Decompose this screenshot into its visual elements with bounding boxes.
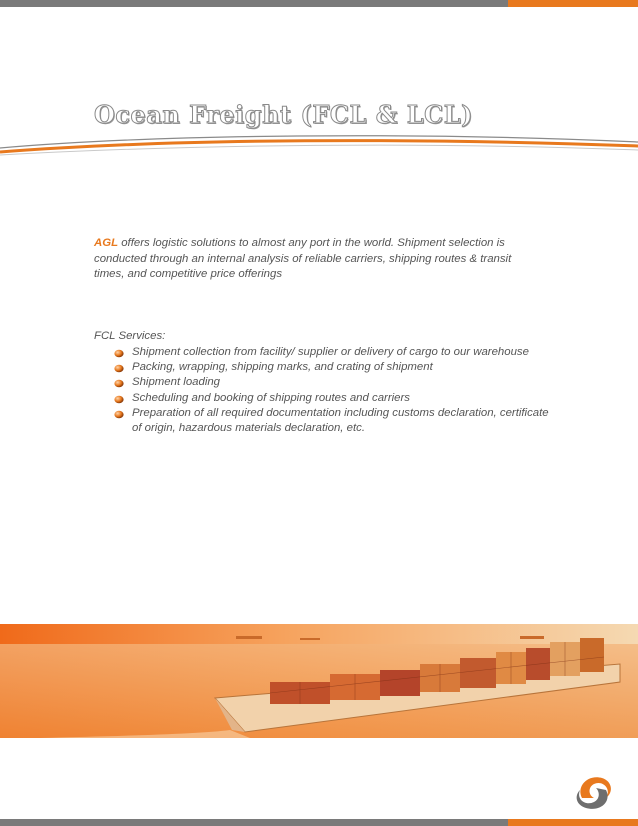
page-title: Ocean Freight (FCL & LCL) [94, 100, 473, 129]
brand-name: AGL [94, 237, 119, 249]
list-item-text: Shipment loading [132, 376, 221, 389]
top-bar-accent [508, 0, 638, 7]
list-item-text: Packing, wrapping, shipping marks, and crating of shipment [132, 361, 433, 374]
services-list [114, 345, 554, 436]
container-ship-banner-image [0, 624, 638, 738]
list-item [114, 345, 554, 360]
list-item-text: Scheduling and booking of shipping routes and carriers [132, 391, 410, 404]
services-heading: FCL Services: [94, 330, 166, 342]
orange-sphere-bullet-icon [114, 409, 124, 419]
orange-sphere-bullet-icon [114, 394, 124, 404]
intro-text: offers logistic solutions to almost any port in the world. Shipment selection is conducted through an internal analysis of reliable carriers, shipping routes & transit times, and competitive price offerings [94, 237, 512, 280]
orange-sphere-bullet-icon [114, 378, 124, 388]
list-item-text: Shipment collection from facility/ supplier or delivery of cargo to our warehouse [132, 346, 529, 358]
intro-paragraph [94, 236, 544, 283]
list-item [114, 360, 554, 375]
list-item-text: Preparation of all required documentation including customs declaration, certificate of origin, hazardous materials declaration, etc. [132, 406, 549, 435]
company-swirl-logo-icon [568, 768, 620, 816]
list-item [114, 406, 554, 436]
orange-sphere-bullet-icon [114, 363, 124, 373]
bottom-bar-accent [508, 819, 638, 826]
list-item [114, 391, 554, 406]
list-item [114, 375, 554, 390]
orange-sphere-bullet-icon [114, 348, 124, 358]
title-underline-swoosh [0, 130, 638, 160]
